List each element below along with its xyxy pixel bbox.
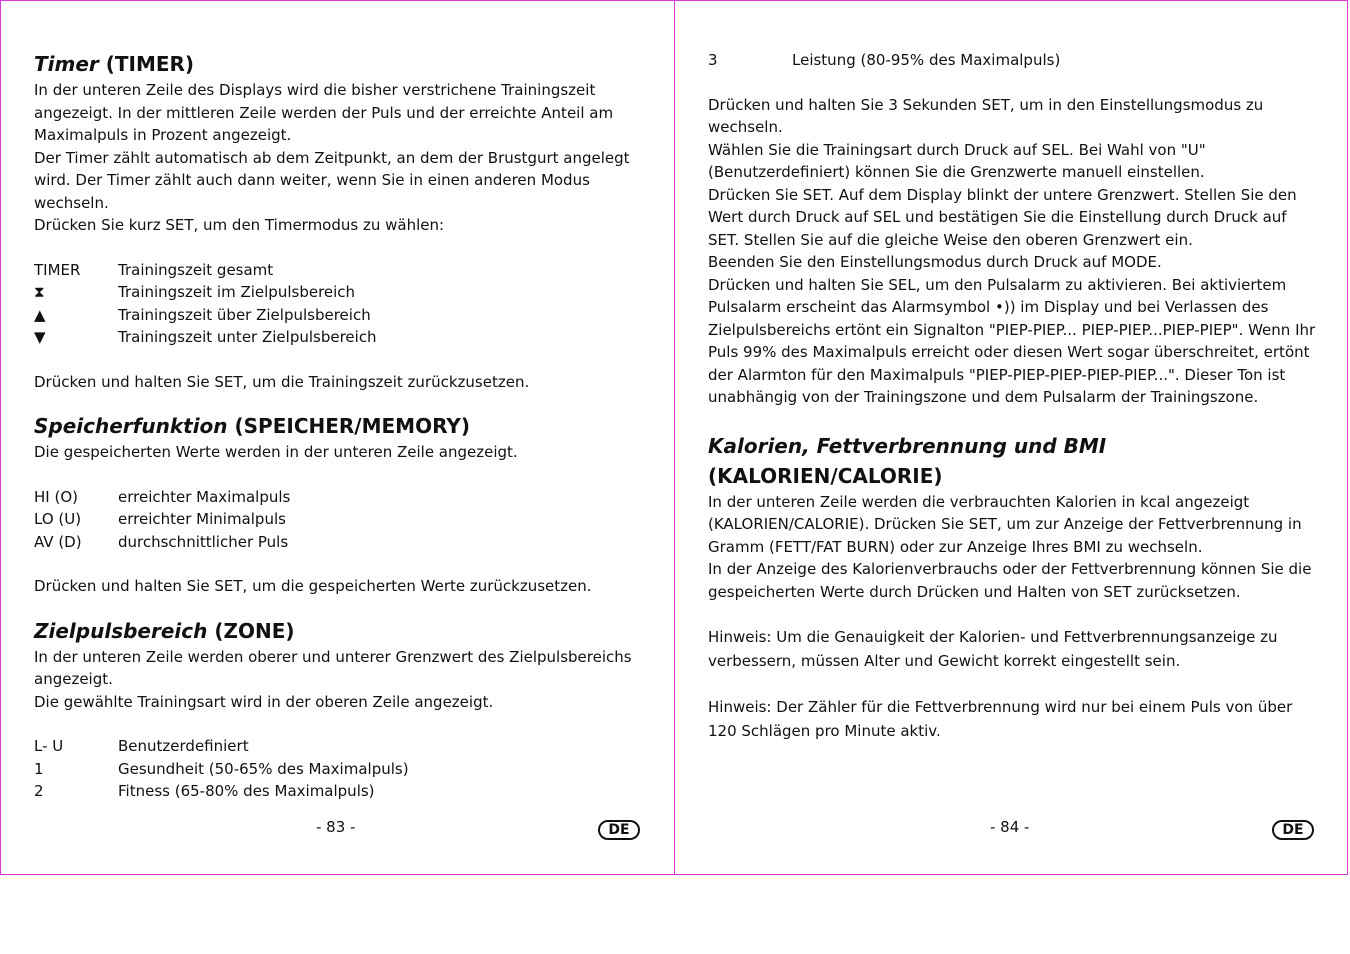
timer-row: ⧗ Trainingszeit im Zielpulsbereich — [34, 281, 634, 304]
note-2: Hinweis: Der Zähler für die Fettverbrennung wird nur bei einem Puls von über 120 Schlägen pro Minute aktiv. — [708, 698, 1293, 740]
zone-setting-para-5: Drücken und halten Sie SEL, um den Pulsalarm zu aktivieren. Bei aktiviertem Pulsalarm erscheint das Alarmsymbol •)) im Display und bei Verlassen des Zielpulsbereichs ertönt ein Signalton "PIEP-PIEP... PIEP-PIEP...PIEP-PIEP". Wenn Ihr Puls 99% des Maximalpuls erreicht oder diesen Wert sogar überschreitet, ertönt der Alarmton für den Maximalpuls "PIEP-PIEP-PIEP-PIEP-PIEP...". Dieser Ton ist unabhängig von der Trainingszone und dem Pulsalarm der Trainingszone. — [708, 275, 1316, 406]
memory-para: Die gespeicherten Werte werden in der unteren Zeile angezeigt. — [34, 443, 518, 461]
calorie-para-1: In der unteren Zeile werden die verbrauchten Kalorien in kcal angezeigt (KALORIEN/CALORIE). Drücken Sie SET, um zur Anzeige der Fettverbrennung in Gramm (FETT/FAT BURN) oder zur Anzeige Ihres BMI zu wechseln. — [708, 492, 1302, 556]
section-code-calorie: (KALORIEN/CALORIE) — [708, 463, 943, 488]
page-number: - 84 - — [990, 818, 1030, 836]
timer-para-3: Drücken Sie kurz SET, um den Timermodus zu wählen: — [34, 216, 445, 234]
zone-setting-para-2: Wählen Sie die Trainingsart durch Druck auf SEL. Bei Wahl von "U" (Benutzerdefiniert) können Sie die Grenzwerte manuell einstellen. — [708, 140, 1206, 181]
arrow-up-icon: ▲ — [34, 305, 46, 324]
memory-row: AV (D) durchschnittlicher Puls — [34, 532, 289, 551]
timer-row: ▼ Trainingszeit unter Zielpulsbereich — [34, 326, 634, 349]
timer-reset-text: Drücken und halten Sie SET, um die Trainingszeit zurückzusetzen. — [34, 372, 530, 391]
section-title-timer: Timer (TIMER) — [34, 52, 195, 76]
zone-setting-para-4: Beenden Sie den Einstellungsmodus durch Druck auf MODE. — [708, 253, 1162, 271]
zone-setting-para-1: Drücken und halten Sie 3 Sekunden SET, um in den Einstellungsmodus zu wechseln. — [708, 95, 1264, 136]
zone-row: L- U Benutzerdefiniert — [34, 737, 249, 755]
zone-para-1: In der unteren Zeile werden oberer und unterer Grenzwert des Zielpulsbereichs angezeigt. — [34, 647, 632, 688]
zone-para-2: Die gewählte Trainingsart wird in der oberen Zeile angezeigt. — [34, 692, 494, 711]
timer-para-1: In der unteren Zeile des Displays wird die bisher verstrichene Trainingszeit angezeigt. In der mittleren Zeile werden der Puls und der erreichte Anteil am Maximalpuls in Prozent angezeigt. — [34, 81, 614, 144]
memory-reset-text: Drücken und halten Sie SET, um die gespeicherten Werte zurückzusetzen. — [34, 577, 592, 595]
zone-row: 2 Fitness (65-80% des Maximalpuls) — [34, 782, 375, 800]
page-left — [34, 0, 634, 875]
page-number: - 83 - — [316, 818, 356, 836]
timer-row: ▲ Trainingszeit über Zielpulsbereich — [34, 304, 634, 327]
timer-para-2: Der Timer zählt automatisch ab dem Zeitpunkt, an dem der Brustgurt angelegt wird. Der Timer zählt auch dann weiter, wenn Sie in einen anderen Modus wechseln. — [34, 148, 630, 212]
section-title-memory: Speicherfunktion (SPEICHER/MEMORY) — [34, 414, 471, 438]
page-right — [708, 0, 1318, 875]
page-divider — [674, 0, 675, 875]
zone-row: 3 Leistung (80-95% des Maximalpuls) — [708, 51, 1061, 69]
memory-row: HI (O) erreichter Maximalpuls — [34, 487, 291, 506]
language-badge: DE — [1272, 820, 1314, 840]
zone-row: 1 Gesundheit (50-65% des Maximalpuls) — [34, 759, 409, 778]
hourglass-icon: ⧗ — [34, 283, 45, 301]
calorie-para-2: In der Anzeige des Kalorienverbrauchs oder der Fettverbrennung können Sie die gespeicherten Werte durch Drücken und Halten von SET zurücksetzen. — [708, 560, 1312, 601]
memory-row: LO (U) erreichter Minimalpuls — [34, 510, 286, 528]
note-1: Hinweis: Um die Genauigkeit der Kalorien- und Fettverbrennungsanzeige zu verbessern, müssen Alter und Gewicht korrekt eingestellt sein. — [708, 628, 1278, 670]
timer-row: TIMER Trainingszeit gesamt — [34, 260, 274, 279]
zone-setting-para-3: Drücken Sie SET. Auf dem Display blinkt der untere Grenzwert. Stellen Sie den Wert durch Druck auf SEL und bestätigen Sie die Einstellung durch Druck auf SET. Stellen Sie auf die gleiche Weise den oberen Grenzwert ein. — [708, 185, 1297, 249]
section-title-calorie: Kalorien, Fettverbrennung und BMI — [708, 433, 1107, 458]
arrow-down-icon: ▼ — [34, 328, 46, 346]
section-title-zone: Zielpulsbereich (ZONE) — [34, 618, 295, 643]
language-badge: DE — [598, 820, 640, 840]
